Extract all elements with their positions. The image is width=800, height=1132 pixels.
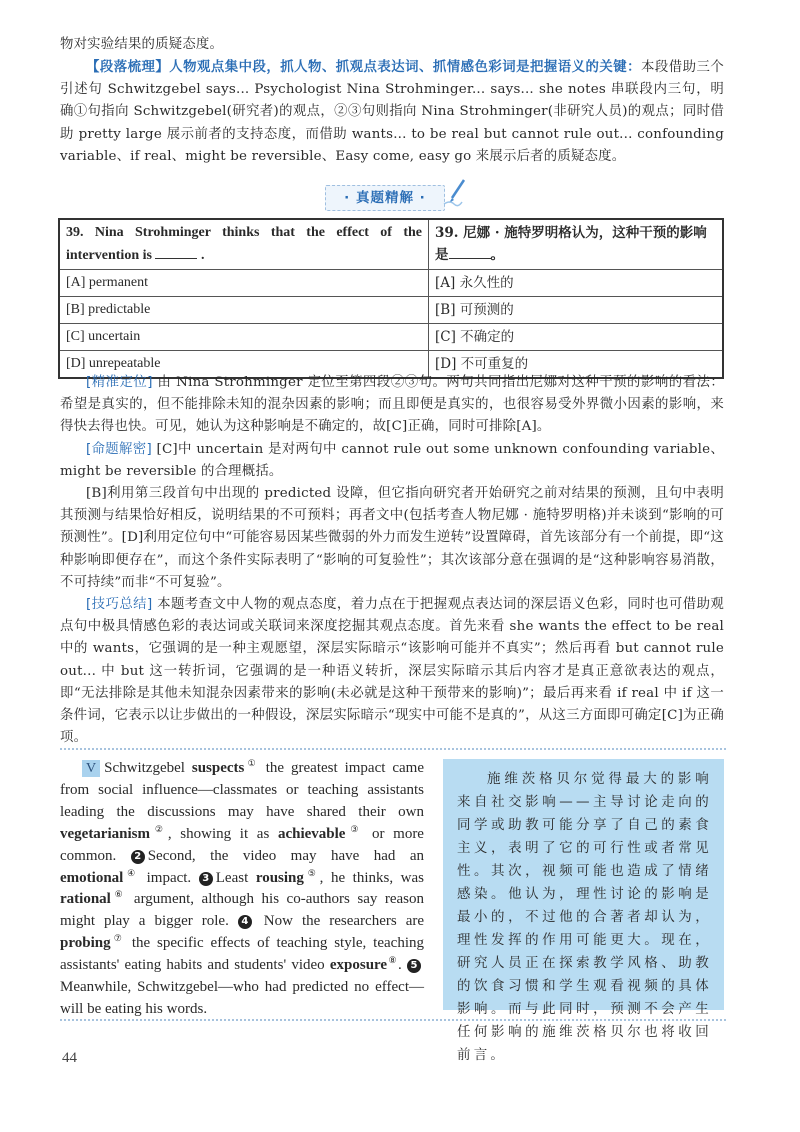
decode-label: [命题解密] <box>86 442 152 457</box>
skill-body: 本题考查文中人物的观点态度，着力点在于把握观点表达词的深层语义色彩，同时也可借助观点句中极具情感色彩的表达词或关联词来深度挖掘其观点态度。首先来看 she wants the effect to be real 中的 wants，它强调的是一种主观愿望，深层实际暗示“该影响可能并不真实”；然后再看 but cannot rule out... 中 but 这一转折词，它强调的是一种语义转折，深层实际暗示其后内容才是真正意欲表达的观点，即“无法排除是其他未知混杂因素带来的影响(未必就是这种干预带来的影响)”；最后再来看 if real 中 if 这一条件词，它表示以让步做出的一种假设，深层实际暗示“现实中可能不是真的”，从这三方面即可确定[C]为正确项。 <box>60 597 724 746</box>
pen-icon <box>442 178 468 208</box>
question-table <box>58 218 724 379</box>
passage-paragraph: V Schwitzgebel suspects① the greatest impact came from social influence—classmates or teaching assistants leading the discussions may have shared their own vegetarianism②, showing it as achievable③ or more common. 2 Second, the video may have had an emotional④ impact. 3 Least rousing⑤, he thinks, was rational⑥ argument, although his co-authors say reason might play a bigger role. 4 Now the researchers are probing⑦ the specific effects of teaching style, teaching assistants' eating habits and students' video exposure⑧. 5 Meanwhile, Schwitzgebel—who had predicted no effect—will be eating his words. <box>60 758 425 1017</box>
analysis-locate <box>60 372 724 439</box>
sentence-number-icon: 2 <box>131 850 145 864</box>
analysis-skill <box>60 594 724 749</box>
skill-label: [技巧总结] <box>86 597 153 612</box>
summary-body: 本段借助三个引述句 Schwitzgebel says... Psychologist Nina Strohminger... says... she notes 串联段内三句，明确①句指向 Schwitzgebel(研究者)的观点，②③句则指向 Nina Strohminger(非研究人员)的观点；同时借助 pretty large 展示前者的支持态度，而借助 wants... to be real but cannot rule out... confounding variable、if real、might be reversible、Easy come, easy go 来展示后者的质疑态度。 <box>60 60 725 164</box>
option-row-c <box>59 324 723 351</box>
vocab-word: suspects <box>191 760 245 776</box>
translation-text: 施维茨格贝尔觉得最大的影响来自社交影响——主导讨论走向的同学或助教可能分享了自己的素食主义，表明了它的可行性或者常见性。其次，视频可能也造成了情绪感染。他认为，理性讨论的影响是最小的，不过他的合著者却认为，理性发挥的作用可能更大。现在，研究人员正在探索教学风格、助教的饮食习惯和学生观看视频的具体影响。而与此同时，预测不会产生任何影响的施维茨格贝尔也将收回前言。 <box>457 771 712 1063</box>
sentence-number-icon: 5 <box>407 959 421 973</box>
locate-label: [精准定位] <box>86 375 153 390</box>
answer-blank <box>155 244 197 259</box>
analysis-distractors: [B]利用第三段首句中出现的 predicted 设障，但它指向研究者开始研究之前对结果的预测，且句中表明其预测与结果恰好相反，说明结果的不可预料；再者文中(包括考查人物尼娜 · 施特罗明格)并未谈到“影响的可预测性”。[D]利用定位句中“可能容易因某些微弱的外力而发生逆转”设置障碍，首先该部分有一个前提，即“这种影响即便存在”，而这个条件实际表明了“影响的可复验性”；其次该部分意在强调的是“这种影响容易消散，不可持续”而非“不可复验”。 <box>60 486 724 590</box>
vocab-word: rational <box>60 891 111 908</box>
summary-label: 【段落梳理】人物观点集中段，抓人物、抓观点表达词、抓情感色彩词是把握语义的关键： <box>86 60 642 75</box>
vocab-word: probing <box>60 935 111 952</box>
analysis-decode <box>60 439 724 483</box>
question-stem-en: 39. Nina Strohminger thinks that the effect of the intervention is . <box>59 219 429 270</box>
decode-body: [C]中 uncertain 是对两句中 cannot rule out some unknown confounding variable、might be reversible 的合理概括。 <box>60 442 724 480</box>
page-number: 44 <box>62 1050 77 1066</box>
option-row-a <box>59 270 723 297</box>
option-zh: [C] 不确定的 <box>429 324 724 351</box>
locate-body: 由 Nina Strohminger 定位至第四段②③句。两句共同指出尼娜对这种干预的影响的看法：希望是真实的，但不能排除未知的混杂因素的影响；而且即便是真实的，也很容易受外界微小因素的影响，来得快去得也快。可见，她认为这种影响是不确定的，故[C]正确，同时可排除[A]。 <box>60 375 724 435</box>
vocab-word: achievable <box>277 825 346 842</box>
option-en: [D] unrepeatable <box>59 351 429 379</box>
paragraph-summary <box>60 57 724 168</box>
sentence-number-icon: 3 <box>199 872 213 886</box>
vocab-word: exposure <box>329 957 388 974</box>
continuation-line: 物对实验结果的质疑态度。 <box>60 37 224 52</box>
divider-top <box>60 748 726 750</box>
vocab-word: emotional <box>60 869 124 886</box>
option-en: [C] uncertain <box>59 324 429 351</box>
answer-blank <box>449 244 491 259</box>
option-row-b <box>59 297 723 324</box>
option-zh: [A] 永久性的 <box>429 270 724 297</box>
translation-box <box>443 759 724 1063</box>
option-zh: [B] 可预测的 <box>429 297 724 324</box>
vocab-word: vegetarianism <box>60 825 150 842</box>
question-stem-zh: 39. 尼娜 · 施特罗明格认为，这种干预的影响是 。 <box>429 219 724 270</box>
section-banner: · 真题精解 · <box>325 185 445 211</box>
option-en: [A] permanent <box>59 270 429 297</box>
vocab-word: rousing <box>255 869 304 886</box>
sentence-number-icon: 4 <box>238 915 252 929</box>
question-stem-row <box>59 219 723 270</box>
divider-bottom <box>60 1019 726 1021</box>
paragraph-number: V <box>82 760 100 777</box>
option-en: [B] predictable <box>59 297 429 324</box>
option-zh: [D] 不可重复的 <box>429 351 724 379</box>
